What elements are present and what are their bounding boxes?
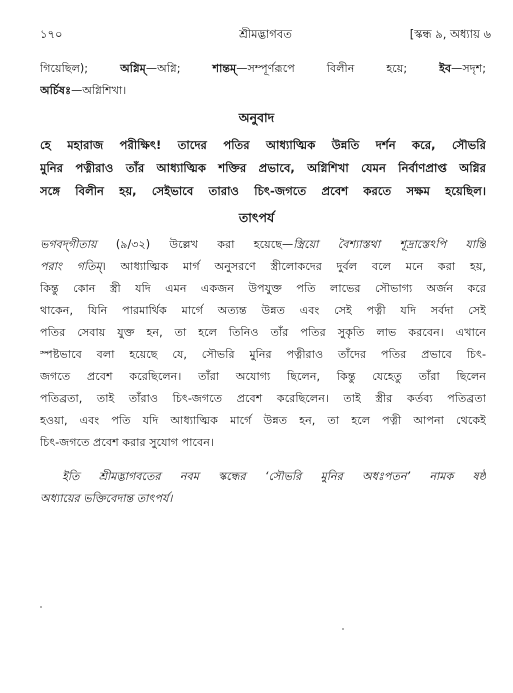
page-number: ১৭০ [40,27,63,41]
purport-line: কিন্তু কোন স্ত্রী যদি এমন একজন উপযুক্ত পতি লাভের সৌভাগ্য অর্জন করে [40,282,486,295]
purport-line [40,234,486,256]
translation-line: সঙ্গে বিলীন হয়, সেইভাবে তারাও চিৎ-জগতে প্রবেশ করতে সক্ষম হয়েছিল। [40,184,486,198]
page-header [40,26,491,44]
book-title: শ্রীমদ্ভাগবত [239,27,292,41]
section-reference: [স্কন্ধ ৯, অধ্যায় ৬ [409,27,491,41]
purport-line: থাকেন, যিনি পারমার্থিক মার্গে অত্যন্ত উন্নত এবং সেই পত্নী যদি সর্বদা সেই [40,304,486,317]
translation-line: হে মহারাজ পরীক্ষিৎ! তাদের পতির আধ্যাত্মিক উন্নতি দর্শন করে, সৌভরি [40,138,486,152]
synonyms-line-1 [40,58,486,80]
synonym-word: ইব [439,62,452,75]
purport-line: চিৎ-জগতে প্রবেশ করার সুযোগ পাবেন। [40,436,214,449]
translation-heading: অনুবাদ [238,110,275,125]
sanskrit-quote: পরাং গতিম্ [40,260,102,273]
purport-line: হওয়া, এবং পতি যদি আধ্যাত্মিক মার্গে উন্নত হন, তা হলে পত্নী আপনা থেকেই [40,414,486,427]
ending-line: ইতি শ্রীমদ্ভাগবতের নবম স্কন্ধের ‘সৌভরি মুনির অধঃপতন’ নামক ষষ্ঠ [62,470,486,483]
synonym-word: অগ্নিম্ [120,62,146,75]
synonym-word: শান্তম্ [212,62,237,75]
purport-segment: । আধ্যাত্মিক মার্গ অনুসরণে স্ত্রীলোকদের দুর্বল বলে মনে করা হয়, [101,260,486,273]
purport-text [40,234,486,454]
sanskrit-quote: স্ত্রিয়ো বৈশ্যাস্তথা শূদ্রাস্তেঽপি যান্তি [293,238,486,251]
purport-line: পতির সেবায় যুক্ত হন, তা হলে তিনিও তাঁর পতির সুকৃতি লাভ করবেন। এখানে [40,326,486,339]
scripture-reference: ভগবদ্‌গীতায় [40,238,97,251]
translation-line: মুনির পত্নীরাও তাঁর আধ্যাত্মিক শক্তির প্রভাবে, অগ্নিশিখা যেমন নির্বাণপ্রাপ্ত অগ্নির [40,161,486,175]
purport-segment: (৯/৩২) উল্লেখ করা হয়েছে— [96,238,294,251]
purport-line: পতিব্রতা, তাই তাঁরাও চিৎ-জগতে প্রবেশ করেছিলেন। তাই স্ত্রীর কর্তব্য পতিব্রতা [40,392,486,405]
synonym-meaning: —অগ্নিশিখা। [71,84,127,97]
synonym-word: অর্চিষঃ [40,84,72,97]
synonym-segment: গিয়েছিল); [40,62,121,75]
purport-line: জগতে প্রবেশ করেছিলেন। তাঁরা অযোগ্য ছিলেন, কিন্তু যেহেতু তাঁরা ছিলেন [40,370,486,383]
ending-line: অধ্যায়ের ভক্তিবেদান্ত তাৎপর্য। [40,492,173,505]
synonyms-line-2 [40,80,486,102]
synonyms-block [40,58,486,102]
purport-line [40,256,486,278]
purport-line: স্পষ্টভাবে বলা হয়েছে যে, সৌভরি মুনির পত্নীরাও তাঁদের পতির প্রভাবে চিৎ- [40,348,486,361]
scan-speck [342,628,344,630]
synonym-meaning: —অগ্নি; [145,62,213,75]
translation-text [40,134,486,203]
purport-heading: তাৎপর্য [238,210,275,225]
chapter-ending [40,466,486,510]
synonym-meaning: —সদৃশ; [451,62,486,75]
scan-speck [40,606,42,608]
synonym-meaning: —সম্পূর্ণরূপে বিলীন হয়ে; [236,62,440,75]
